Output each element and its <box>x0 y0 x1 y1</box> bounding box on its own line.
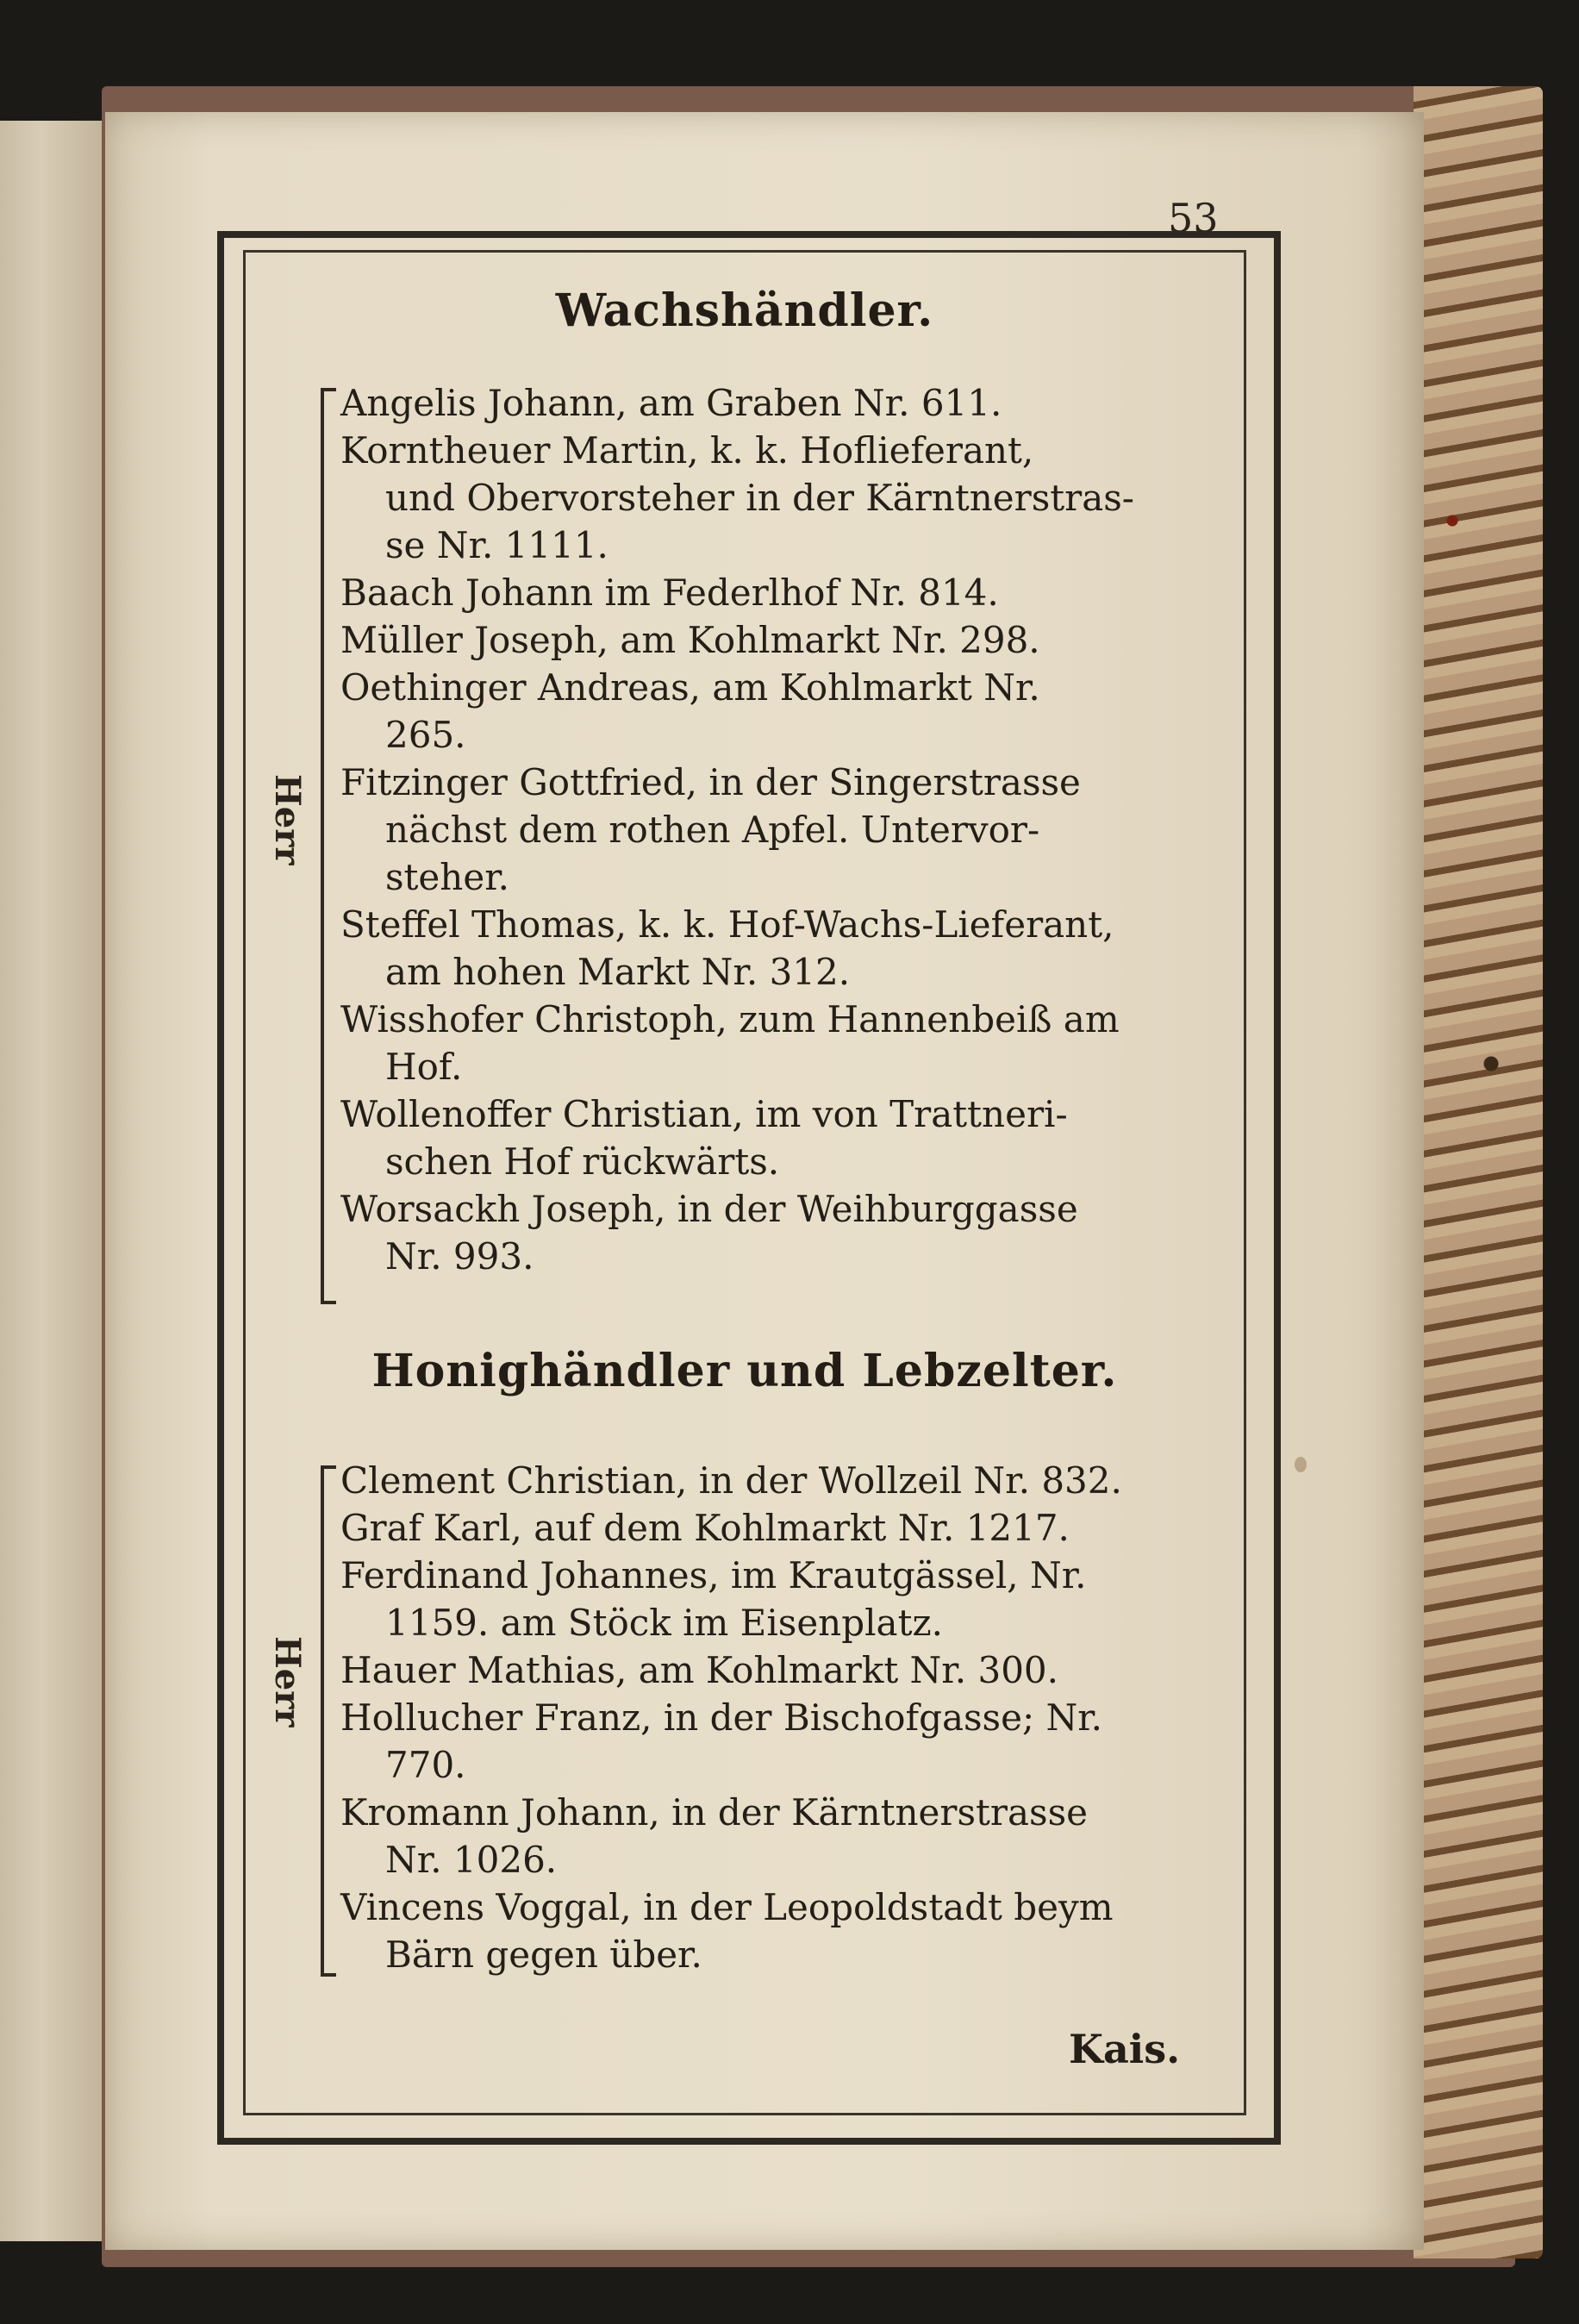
entry-continuation: 265. <box>385 714 466 756</box>
directory-entry <box>340 427 1228 569</box>
entry-line: Hollucher Franz, in der Bischofgasse; Nr. <box>340 1696 1103 1739</box>
entry-line: Müller Joseph, am Kohlmarkt Nr. 298. <box>340 619 1040 661</box>
side-label-text <box>267 1636 307 1679</box>
directory-entry <box>340 996 1228 1090</box>
entry-continuation: Nr. 993. <box>385 1235 534 1278</box>
bracket <box>321 388 336 1304</box>
section-heading-wachshaendler: Wachshändler. <box>555 284 934 337</box>
directory-entry <box>340 664 1228 759</box>
entry-line: Vincens Voggal, in der Leopoldstadt beym <box>340 1886 1114 1928</box>
entry-list-wachshaendler <box>340 379 1228 1280</box>
directory-entry <box>340 616 1228 664</box>
directory-entry <box>340 759 1228 901</box>
side-label-text <box>267 774 307 817</box>
entry-continuation: 770. <box>385 1744 466 1786</box>
entry-line: Steffel Thomas, k. k. Hof-Wachs-Lieferant, <box>340 903 1114 946</box>
entry-continuation: am hohen Markt Nr. 312. <box>385 951 851 993</box>
entry-line: Kornthеuer Martin, k. k. Hoflieferant, <box>340 429 1034 472</box>
entry-continuation: nächst dem rothen Apfel. Untervor- <box>385 809 1040 851</box>
page-number: 53 <box>1168 195 1219 241</box>
directory-entry <box>340 1789 1228 1884</box>
entry-continuation: schen Hof rückwärts. <box>385 1140 780 1183</box>
entry-continuation: se Nr. 1111. <box>385 524 609 566</box>
facing-page-edge <box>0 121 106 2241</box>
directory-entry <box>340 1090 1228 1185</box>
entry-line: Angelis Johann, am Graben Nr. 611. <box>340 382 1002 424</box>
directory-entry <box>340 1185 1228 1280</box>
entry-line: Hauer Mathias, am Kohlmarkt Nr. 300. <box>340 1649 1058 1691</box>
entry-line: Clement Christian, in der Wollzeil Nr. 832. <box>340 1459 1122 1502</box>
marbled-cover-edge <box>1414 86 1543 2258</box>
side-label-herr <box>265 1638 309 1677</box>
entry-line: Worsackh Joseph, in der Weihburggasse <box>340 1188 1078 1230</box>
bracket <box>321 1465 336 1977</box>
directory-entry <box>340 379 1228 427</box>
entry-line: Kromann Johann, in der Kärntnerstrasse <box>340 1791 1088 1834</box>
side-label-herr <box>265 776 309 815</box>
entry-line: Fitzinger Gottfried, in der Singerstrasse <box>340 761 1081 803</box>
entry-continuation: 1159. am Stöck im Eisenplatz. <box>385 1602 943 1644</box>
catchword: Kais. <box>1069 2026 1181 2072</box>
entry-line: Wisshofer Christoph, zum Hannenbeiß am <box>340 998 1120 1040</box>
directory-entry <box>340 569 1228 616</box>
ink-stain <box>1295 1457 1307 1472</box>
directory-entry <box>340 1884 1228 1978</box>
entry-line: Baach Johann im Federlhof Nr. 814. <box>340 572 999 614</box>
entry-continuation: Nr. 1026. <box>385 1839 558 1881</box>
entry-continuation: Bärn gegen über. <box>385 1934 702 1976</box>
entry-continuation: steher. <box>385 856 510 898</box>
entry-continuation: Hof. <box>385 1046 463 1088</box>
entry-line: Oethinger Andreas, am Kohlmarkt Nr. <box>340 666 1040 709</box>
directory-entry <box>340 901 1228 996</box>
entry-list-honighaendler <box>340 1457 1228 1978</box>
section-heading-honighaendler: Honighändler und Lebzelter. <box>371 1345 1118 1397</box>
entry-line: Graf Karl, auf dem Kohlmarkt Nr. 1217. <box>340 1507 1070 1549</box>
directory-entry <box>340 1552 1228 1646</box>
directory-entry <box>340 1504 1228 1552</box>
directory-entry <box>340 1694 1228 1789</box>
directory-entry <box>340 1646 1228 1694</box>
entry-line: Wollenoffer Christian, im von Trattneri- <box>340 1093 1068 1135</box>
entry-continuation: und Obervorsteher in der Kärntnerstras- <box>385 477 1134 519</box>
directory-entry <box>340 1457 1228 1504</box>
entry-line: Ferdinand Johannes, im Krautgässel, Nr. <box>340 1554 1087 1596</box>
